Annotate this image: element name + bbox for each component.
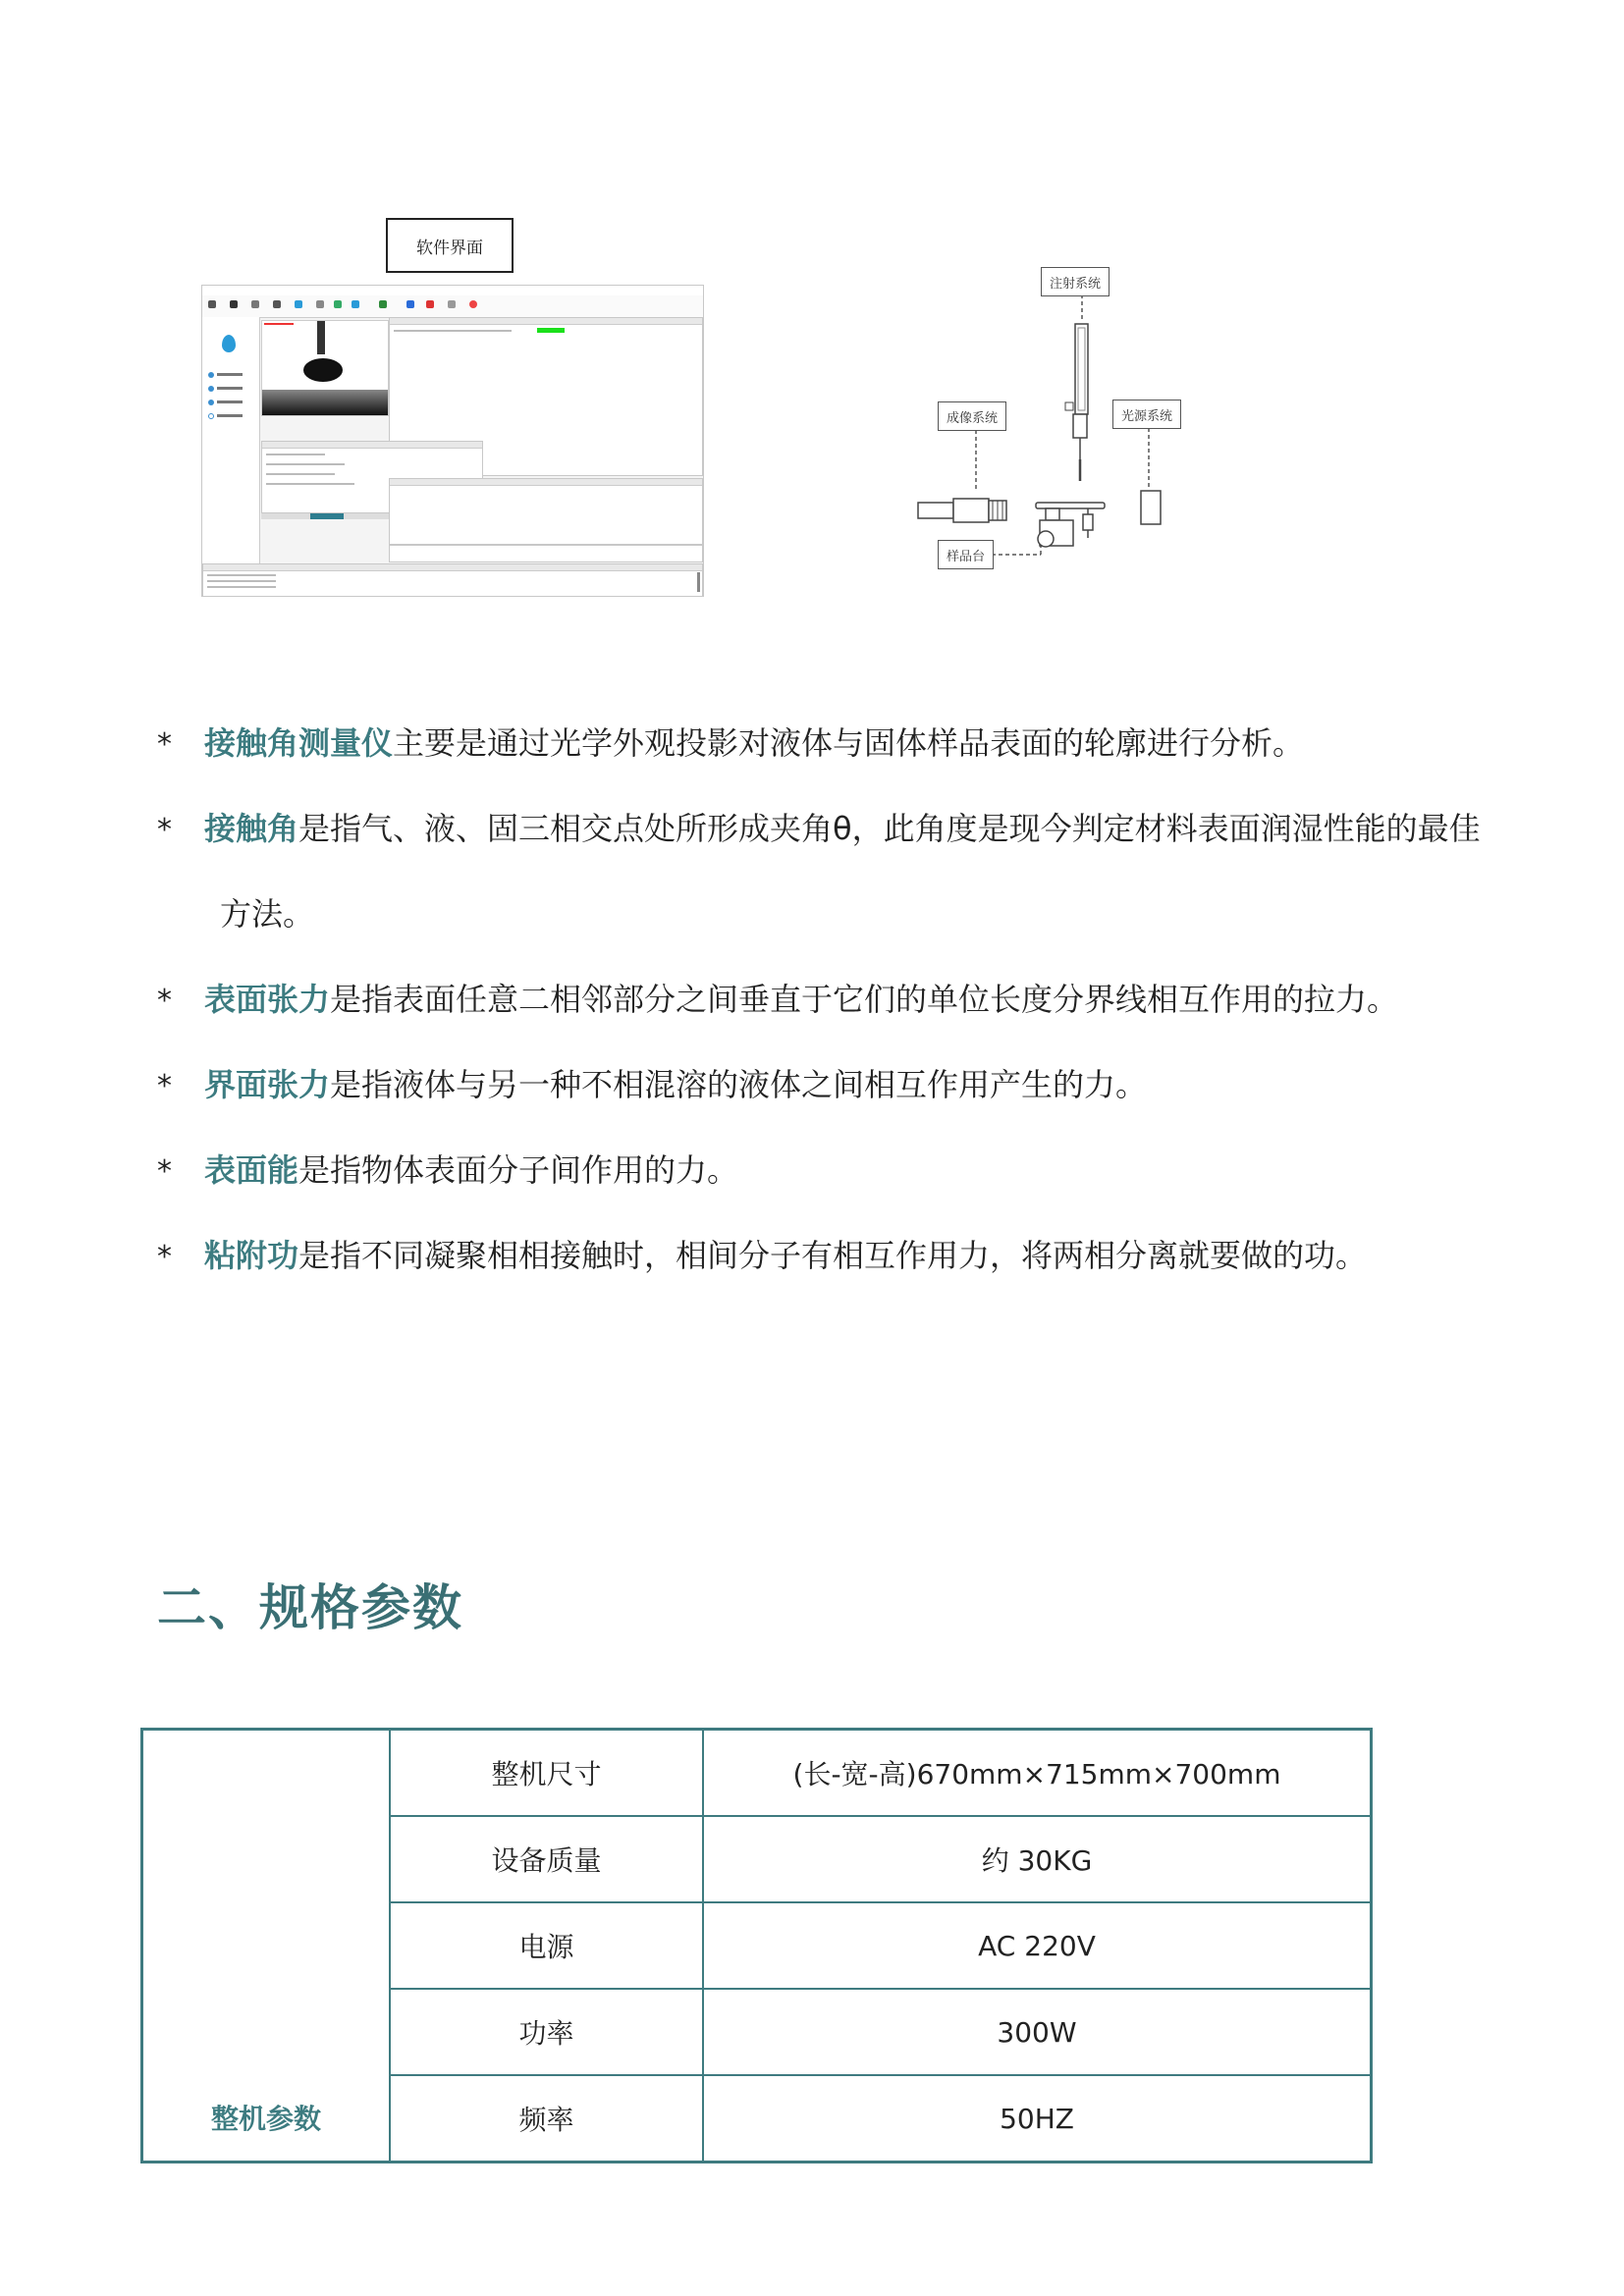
sw-sidebar — [202, 317, 260, 596]
spec-value: 约 30KG — [703, 1816, 1372, 1902]
sw-needle — [317, 321, 325, 354]
bullet-term: 界面张力 — [204, 1066, 331, 1103]
sw-tool-icon — [448, 300, 456, 308]
bullet-marker: * — [157, 727, 172, 762]
spec-group-label: 整机参数 — [142, 1730, 391, 2163]
sw-tool-icon — [379, 300, 387, 308]
bullet-marker: * — [157, 1154, 172, 1189]
spec-name: 设备质量 — [390, 1816, 703, 1902]
spec-name: 整机尺寸 — [390, 1730, 703, 1817]
sw-nav-item — [208, 413, 247, 419]
bullet-term: 粘附功 — [204, 1237, 299, 1274]
sw-tool-icon — [316, 300, 324, 308]
sw-tool-icon — [251, 300, 259, 308]
sw-tab-active — [310, 513, 344, 519]
spec-value: 50HZ — [703, 2075, 1372, 2163]
sw-nav-item — [208, 372, 247, 378]
bullet-text: 是指物体表面分子间作用的力。 — [298, 1151, 739, 1189]
sw-nav-item — [208, 386, 247, 392]
bullet-text: 主要是通过光学外观投影对液体与固体样品表面的轮廓进行分析。 — [393, 724, 1305, 762]
bullet-text: 是指不同凝聚相相接触时，相间分子有相互作用力，将两相分离就要做的功。 — [298, 1237, 1368, 1274]
software-screenshot — [201, 285, 704, 597]
sw-tool-icon — [426, 300, 434, 308]
sw-angle-readout — [264, 323, 294, 341]
sw-log-row — [207, 586, 276, 588]
sw-tool-icon — [334, 300, 342, 308]
label-sample-stage: 样品台 — [938, 540, 994, 569]
sw-syringe-panel — [389, 545, 703, 562]
spec-name: 电源 — [390, 1902, 703, 1989]
apparatus-diagram — [908, 263, 1203, 587]
sw-result-row — [394, 330, 512, 332]
spec-name: 频率 — [390, 2075, 703, 2163]
sw-chart-panel — [389, 478, 703, 545]
spec-table — [140, 1728, 1373, 2163]
label-imaging-system: 成像系统 — [938, 401, 1006, 431]
sw-droplet — [303, 358, 343, 382]
bullet-marker: * — [157, 984, 172, 1018]
bullet-term: 接触角测量仪 — [204, 724, 394, 762]
spec-value: (长-宽-高)670mm×715mm×700mm — [703, 1730, 1372, 1817]
label-light-system: 光源系统 — [1112, 400, 1181, 429]
bullet-marker: * — [157, 1240, 172, 1274]
bullet-term: 接触角 — [204, 810, 299, 847]
label-injection-system: 注射系统 — [1041, 267, 1110, 296]
software-caption — [386, 218, 514, 273]
bullet-marker: * — [157, 1069, 172, 1103]
sw-substrate — [262, 390, 388, 415]
sw-log-row — [207, 580, 276, 582]
sw-tool-icon — [208, 300, 216, 308]
sw-tool-icon — [469, 300, 477, 308]
sw-tool-icon — [295, 300, 302, 308]
sw-log-panel — [202, 563, 703, 597]
sw-tool-icon — [230, 300, 238, 308]
bullet-marker: * — [157, 813, 172, 847]
sw-setting-row — [266, 473, 335, 475]
sw-tool-icon — [352, 300, 359, 308]
bullet-text: 是指表面任意二相邻部分之间垂直于它们的单位长度分界线相互作用的拉力。 — [330, 981, 1399, 1018]
sw-droplet-image — [261, 320, 389, 416]
spec-value: AC 220V — [703, 1902, 1372, 1989]
sw-toolbar — [202, 295, 703, 318]
spec-value: 300W — [703, 1989, 1372, 2075]
bullet-term: 表面张力 — [204, 981, 331, 1018]
sw-scrollbar — [697, 572, 700, 592]
sw-tool-icon — [273, 300, 281, 308]
sw-setting-row — [266, 483, 354, 485]
bullet-text: 是指液体与另一种不相混溶的液体之间相互作用产生的力。 — [330, 1066, 1148, 1103]
bullet-continuation: 方法。 — [220, 895, 315, 933]
table-row — [142, 1730, 1372, 1817]
bullet-term: 表面能 — [204, 1151, 299, 1189]
sw-setting-row — [266, 463, 345, 465]
sw-tool-icon — [406, 300, 414, 308]
bullet-text: 是指气、液、固三相交点处所形成夹角θ，此角度是现今判定材料表面润湿性能的最佳 — [298, 810, 1481, 847]
section-heading: 二、规格参数 — [157, 1579, 463, 1636]
water-drop-icon — [222, 335, 236, 352]
sw-setting-row — [266, 454, 325, 455]
sw-log-row — [207, 574, 276, 576]
spec-name: 功率 — [390, 1989, 703, 2075]
sw-nav-item — [208, 400, 247, 405]
software-caption-text: 软件界面 — [416, 238, 483, 258]
sw-result-highlight — [537, 328, 565, 333]
